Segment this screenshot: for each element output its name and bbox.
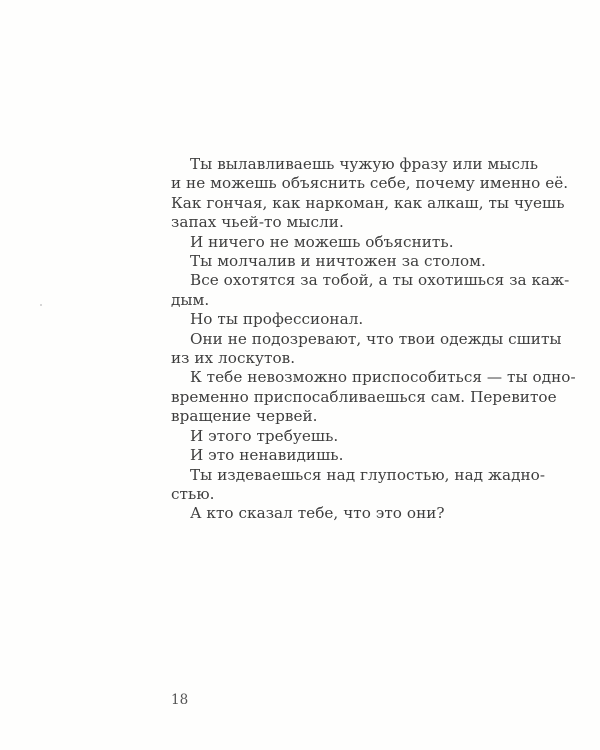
text-line: Но ты профессионал. [190,310,364,329]
text-line: запах чьей-то мысли. [171,213,344,232]
text-line: И этого требуешь. [190,426,339,445]
text-line: Они не подозревают, что твои одежды сшиты [190,329,562,348]
text-line: Как гончая, как наркоман, как алкаш, ты чуешь [171,193,565,212]
text-line: из их лоскутов. [171,349,296,368]
page-number: 18 [171,692,189,708]
paper-speck [40,304,42,306]
text-line: К тебе невозможно приспособиться — ты одно- [190,368,576,387]
text-line: вращение червей. [171,407,318,426]
text-line: И это ненавидишь. [190,446,344,465]
main-text [171,155,576,524]
text-line: И ничего не можешь объяснить. [190,232,454,251]
text-line: Ты издеваешься над глупостью, над жадно- [190,465,546,484]
text-line: временно приспосабливаешься сам. Перевитое [171,387,557,406]
text-line: Ты молчалив и ничтожен за столом. [190,252,486,271]
text-line: Ты вылавливаешь чужую фразу или мысль [190,155,539,173]
text-line: дым. [171,290,210,309]
text-line: стью. [171,484,215,503]
text-line: А кто сказал тебе, что это они? [190,504,445,523]
text-line: Все охотятся за тобой, а ты охотишься за каж- [190,271,570,290]
text-line: и не можешь объяснить себе, почему именно её. [171,174,569,193]
